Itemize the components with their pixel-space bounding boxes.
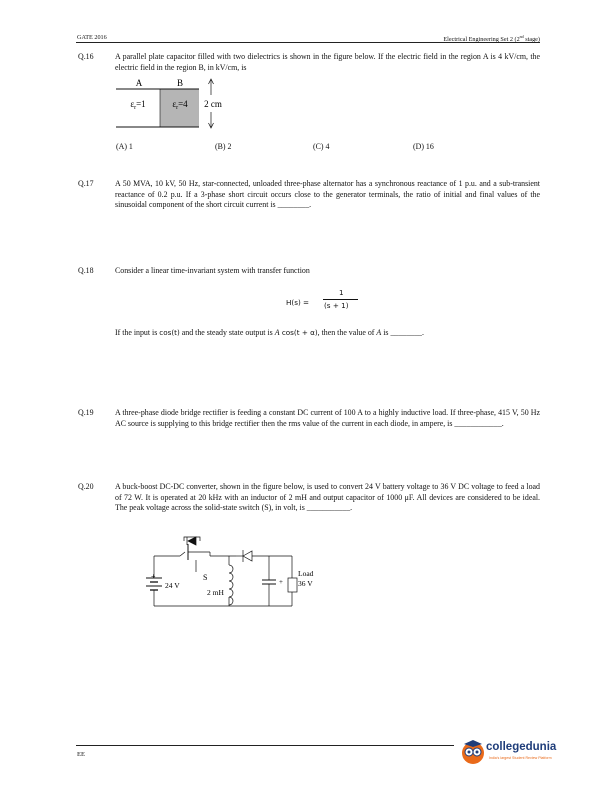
question-number: Q.17 [78,179,94,188]
output-diode-icon [243,551,252,561]
question-text: A three-phase diode bridge rectifier is feeding a constant DC current of 100 A to a highly inductive load. If three-phase, 415 V, 50 Hz AC source is supplying to this bridge rectifier then the rms value of the current in each diode, in ampere, is ____________. [115,408,540,428]
question-number: Q.18 [78,266,94,275]
eps-a-val: =1 [136,99,146,109]
eps-b-val: =4 [178,99,188,109]
cap-plus: + [279,578,283,586]
load-box-icon [288,578,297,592]
collegedunia-logo [460,738,570,768]
q16-option-a: (A) 1 [116,142,133,151]
eps-b-symbol: ε [172,99,177,109]
mascot-owl-icon [460,738,486,766]
q18-text-c: , then the value of [317,328,377,337]
header-left: GATE 2016 [77,34,107,41]
label-a: A [135,78,143,88]
eps-a-sub: r [134,105,137,111]
footer-code: EE [77,751,85,758]
q16-option-d: (D) 16 [413,142,434,151]
header-right-tail: stage) [523,36,540,44]
header-right-sup: nd [519,34,524,39]
question-number: Q.20 [78,482,94,491]
q18-cos-output: cos(t + α) [279,328,318,337]
question-number: Q.16 [78,52,94,61]
question-text: A parallel plate capacitor filled with two dielectrics is shown in the figure below. If the electric field in the region A is 4 kV/cm, the electric field in the region B, in kV/cm, is [115,52,540,72]
header-right-main: Electrical Engineering Set 2 (2 [443,36,520,44]
q18-text-a: If the input is [115,328,160,337]
battery-plus: + [151,572,156,581]
inductor-coil-icon [229,565,233,605]
q18-text-d: is ________. [381,328,424,337]
logo-tagline: India's largest Student Review Platform [489,756,552,760]
q16-option-c: (C) 4 [313,142,330,151]
eps-b-sub: r [176,105,179,111]
load-voltage: 36 V [298,579,313,588]
battery-label: 24 V [165,581,180,590]
load-label: Load [298,569,314,578]
eq-lhs: H(s) = [286,298,310,307]
question-text: Consider a linear time-invariant system with transfer function [115,266,310,275]
question-text: A buck-boost DC-DC converter, shown in the figure below, is used to convert 24 V battery voltage to 36 V DC voltage to feed a load of 72 W. It is operated at 20 kHz with an inductor of 2 mH and output capacitor of 1000 μF. All devices are considered to be ideal. The peak voltage across the solid-state switch (S), in volt, is ___________. [115,482,540,513]
gap-label: 2 cm [204,99,222,109]
switch-collector [180,552,185,556]
switch-label: S [203,573,208,582]
q18-text-b: and the steady state output is [179,328,275,337]
footer-rule [76,745,454,746]
antiparallel-diode-icon [188,537,196,545]
label-b: B [176,78,184,88]
question-text: A 50 MVA, 10 kV, 50 Hz, star-connected, unloaded three-phase alternator has a synchronous reactance of 1 p.u. and a sub-transient reactance of 0.2 p.u. If a 3-phase short circuit occurs close to the generator terminals, the ratio of initial and final values of the sinusoidal component of the short circuit current is ________. [115,179,540,210]
inductor-label: 2 mH [207,588,224,597]
q18-amplitude-2: A [376,328,382,337]
eq-denominator: (s + 1) [324,301,349,310]
logo-wordmark: collegedunia [486,741,557,753]
q16-option-b: (B) 2 [215,142,232,151]
eps-a-symbol: ε [130,99,135,109]
eq-numerator: 1 [339,288,344,297]
q18-amplitude: A [274,328,280,337]
q18-cos-input: cos(t) [159,328,180,337]
question-number: Q.19 [78,408,94,417]
